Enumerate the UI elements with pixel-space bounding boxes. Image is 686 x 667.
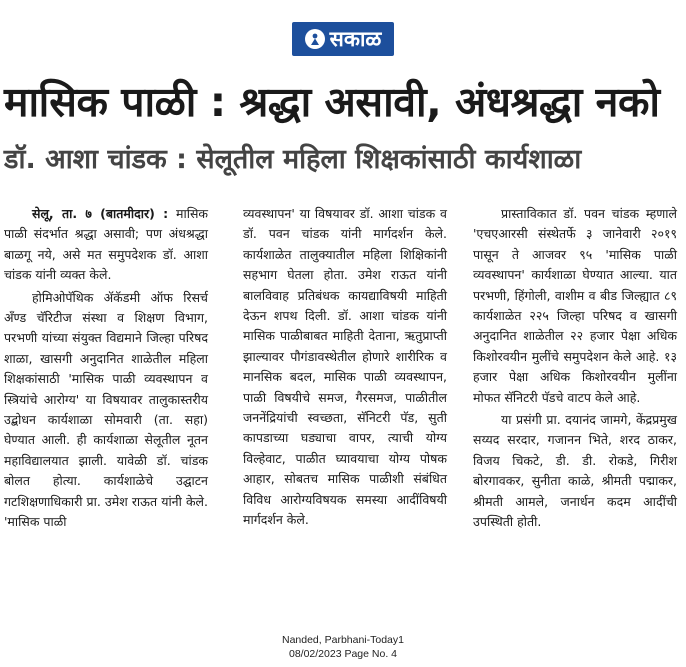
paragraph: होमिओपॅथिक ॲकॅडमी ऑफ रिसर्च अँण्ड चॅरिटीज संस्था व शिक्षण विभाग, परभणी यांच्या संयुक्त विद्यमाने जिल्हा परिषद शाळा, खासगी अनुदानित शाळेतील महिला शिक्षकांसाठी 'मासिक पाळी व्यवस्थापन व स्त्रियांचे आरोग्य' या विषयावर तालुकास्तरीय उद्बोधन कार्यशाळा सोमवारी (ता. सहा) घेण्यात आली. ही कार्यशाळा सेलूतील नूतन महाविद्यालयात झाली. यावेळी डॉ. चांडक बोलत होत्या. कार्यशाळेचे उद्घाटन गटशिक्षणाधिकारी प्रा. उमेश राऊत यांनी केले. 'मासिक पाळी — [4, 289, 208, 530]
paragraph: या प्रसंगी प्रा. दयानंद जामगे, केंद्रप्रमुख सय्यद सरदार, गजानन भिते, शरद ठाकर, विजय चिकटे, डी. डी. रोकडे, गिरीश बोरगावकर, सुनीता काळे, श्रीमती पद्माकर, श्रीमती आमले, जनार्धन कदम आदींची उपस्थिती होती. — [473, 412, 677, 530]
dateline: सेलू, ता. ७ (बातमीदार) : — [32, 206, 169, 221]
article-column-2 — [243, 204, 447, 531]
article-subheadline: डॉ. आशा चांडक : सेलूतील महिला शिक्षकांसाठी कार्यशाळा — [4, 144, 582, 175]
paragraph-text: मासिक पाळी संदर्भात श्रद्धा असावी; पण अंधश्रद्धा बाळगू नये, असे मत समुपदेशक डॉ. आशा चांडक यांनी व्यक्त केले. — [4, 206, 208, 283]
article-headline: मासिक पाळी : श्रद्धा असावी, अंधश्रद्धा नको — [4, 78, 660, 126]
page-footer — [0, 633, 686, 661]
newspaper-masthead — [292, 22, 394, 56]
masthead-title: सकाळ — [329, 26, 382, 51]
article-column-3 — [473, 204, 677, 533]
sakal-emblem-icon — [305, 29, 325, 49]
footer-edition: Nanded, Parbhani-Today1 — [281, 634, 404, 646]
paragraph: प्रास्ताविकात डॉ. पवन चांडक म्हणाले 'एचएआरसी संस्थेतर्फे ३ जानेवारी २०१९ पासून ते आजवर ९५ 'मासिक पाळी व्यवस्थापन' कार्यशाळा घेण्यात आल्या. यात परभणी, हिंगोली, वाशीम व बीड जिल्ह्यात ८९ कार्यशाळेत २२५ जिल्हा परिषद व खासगी अनुदानित शाळेतील २२ हजार पेक्षा अधिक किशोरवयीन मुलींचे समुपदेशन केले आहे. १३ हजार पेक्षा अधिक किशोरवयीन मुलींना मोफत सॅनिटरी पॅडचे वाटप केले आहे. — [473, 206, 677, 405]
paragraph: व्यवस्थापन' या विषयावर डॉ. आशा चांडक व डॉ. पवन चांडक यांनी मार्गदर्शन केले. कार्यशाळेत तालुक्यातील महिला शिक्षिकांनी सहभाग घेतला होता. उमेश राऊत यांनी बालविवाह प्रतिबंधक कायद्याविषयी माहिती देऊन शपथ दिली. डॉ. आशा चांडक यांनी मासिक पाळीबाबत माहिती देताना, ऋतुप्राप्ती झाल्यावर पौगंडावस्थेतील होणारे शारीरिक व मानसिक बदल, मासिक पाळी व्यवस्थापन, पाळी विषयीचे समज, गैरसमज, पाळीतील जननेंद्रियांची स्वच्छता, सॅनिटरी पॅड, सुती कापडाच्या घड्याचा वापर, त्याची योग्य विल्हेवाट, पाळीत घ्यावयाचा योग्य पोषक आहार, सोबतच मासिक पाळीशी संबंधित विविध आरोग्यविषयक समस्या आदींविषयी मार्गदर्शन केले. — [243, 206, 447, 528]
article-column-1 — [4, 204, 208, 533]
footer-date-page: 08/02/2023 Page No. 4 — [288, 648, 397, 660]
paragraph — [4, 204, 208, 286]
